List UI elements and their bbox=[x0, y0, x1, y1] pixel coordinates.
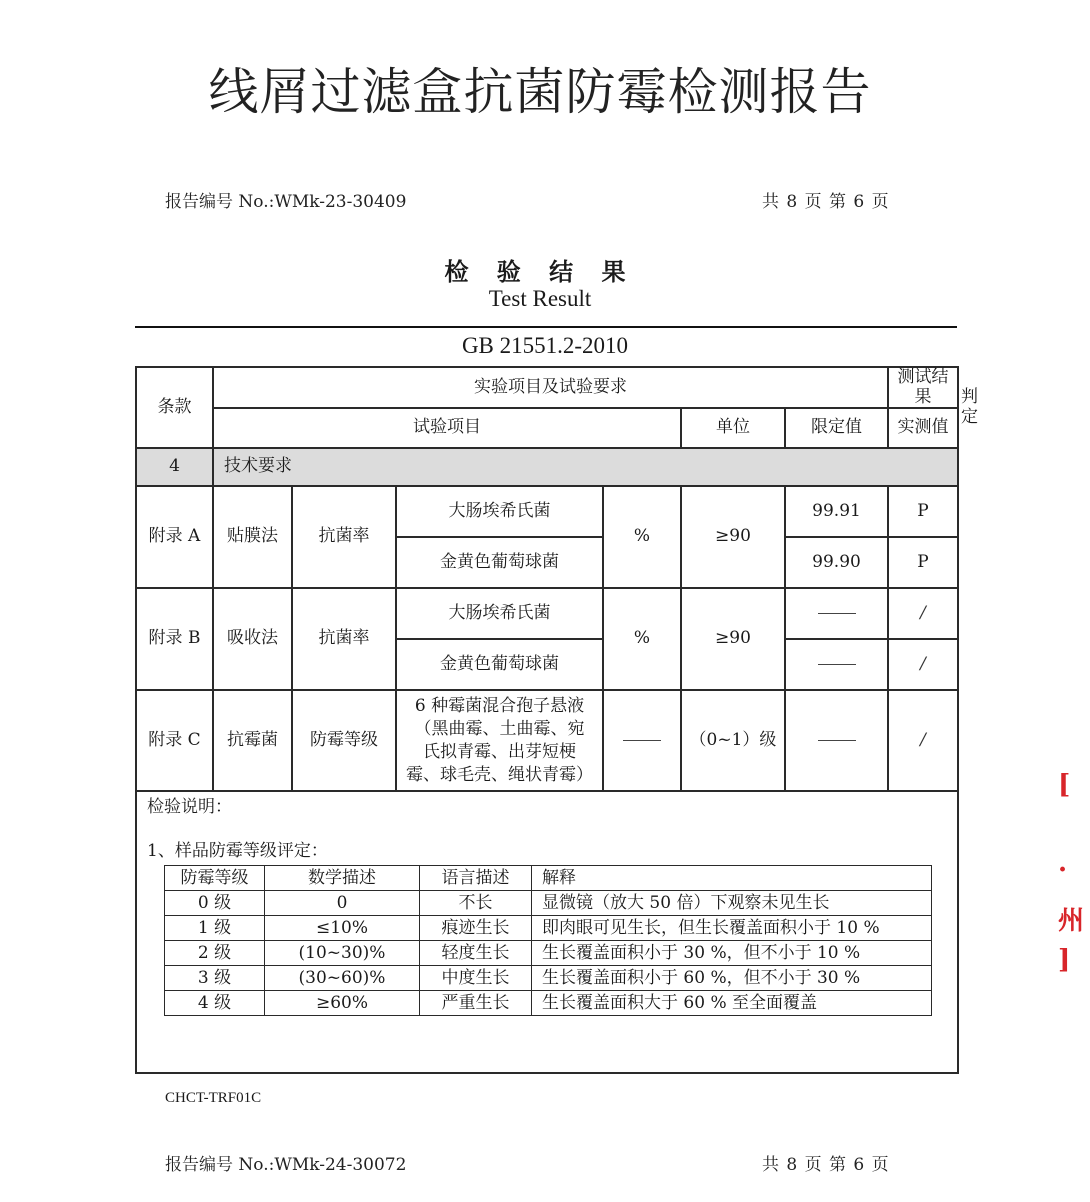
appendix-b-verdict: / bbox=[888, 588, 958, 639]
appendix-a-limit: ≥90 bbox=[681, 486, 785, 588]
grade-level: 0 级 bbox=[165, 891, 265, 916]
footer-report-number: 报告编号 No.:WMk-24-30072 bbox=[165, 1155, 407, 1175]
grade-row bbox=[165, 966, 932, 991]
section-title-en: Test Result bbox=[488, 286, 592, 311]
grade-explain: 生长覆盖面积小于 60 %，但不小于 30 % bbox=[532, 966, 932, 991]
grade-desc: 轻度生长 bbox=[420, 941, 532, 966]
grade-math: 0 bbox=[265, 891, 420, 916]
grade-row bbox=[165, 991, 932, 1016]
stamp-fragment: 州 bbox=[1058, 906, 1085, 936]
results-table: 条款 实验项目及试验要求 测试结果 判定 试验项目 单位 限定值 实测值 4 技术要求 附录 A 贴膜法 抗菌率 大肠埃希氏菌 % ≥90 99.91 P 金黄色葡萄球菌 99.90 P 附录 B 吸收法 抗菌率 大肠埃希氏菌 % ≥90 / 金黄色葡萄球菌 / 附录 C 抗霉菌 防霉等级 6 种霉菌混合孢子悬液 （黑曲霉、土曲霉、宛 氏拟青霉、出芽短梗 霉、球毛壳、绳状青霉） （0~1）级 / 检验说明： 1、样品防霉等级评定： 防霉等级 数学描述 语言描述 解释 0 级 0 不长 显微镜（放大 50 倍）下观察未见生长 1 级 ≤10% 痕迹生长 即肉眼可见生长，但生长覆盖面积小于 10 % 2 级 (10~30)% 轻度生长 生长覆盖面积小于 30 %，但不小于 10 % 3 级 (30~60)% 中度生长 生长覆盖面积小于 60 %，但不小于 30 % 4 级 ≥60% 严重生长 生长覆盖面积大于 60 % 至全面覆盖 bbox=[135, 366, 959, 1074]
appendix-b-clause: 附录 B bbox=[136, 588, 213, 690]
stamp-fragment: ] bbox=[1058, 945, 1071, 975]
appendix-a-organism: 大肠埃希氏菌 bbox=[396, 486, 603, 537]
header-clause: 条款 bbox=[136, 367, 213, 448]
appendix-a-clause: 附录 A bbox=[136, 486, 213, 588]
appendix-a-verdict: P bbox=[888, 537, 958, 588]
appendix-b-organism: 金黄色葡萄球菌 bbox=[396, 639, 603, 690]
appendix-c-item: 防霉等级 bbox=[292, 690, 396, 791]
header-unit: 单位 bbox=[681, 408, 785, 448]
grade-desc: 痕迹生长 bbox=[420, 916, 532, 941]
grade-explain: 生长覆盖面积小于 30 %，但不小于 10 % bbox=[532, 941, 932, 966]
appendix-a-verdict: P bbox=[888, 486, 958, 537]
appendix-a-item: 抗菌率 bbox=[292, 486, 396, 588]
appendix-c-value bbox=[785, 690, 888, 791]
header-test-result: 测试结果 bbox=[888, 367, 958, 408]
grade-header: 防霉等级 bbox=[165, 866, 265, 891]
section-title-cn: 检 验 结 果 bbox=[444, 257, 636, 286]
section-label: 技术要求 bbox=[213, 448, 958, 486]
grade-math: ≥60% bbox=[265, 991, 420, 1016]
header-measured: 实测值 bbox=[888, 408, 958, 448]
appendix-c-limit: （0~1）级 bbox=[681, 690, 785, 791]
organism-line: 氏拟青霉、出芽短梗 bbox=[423, 741, 576, 762]
appendix-c-organisms bbox=[396, 690, 603, 791]
grade-math: (30~60)% bbox=[265, 966, 420, 991]
grade-row bbox=[165, 916, 932, 941]
appendix-a-value: 99.91 bbox=[785, 486, 888, 537]
standard-code: GB 21551.2-2010 bbox=[461, 333, 629, 358]
dash-mark bbox=[818, 740, 856, 741]
appendix-c-method: 抗霉菌 bbox=[213, 690, 292, 791]
grade-math: (10~30)% bbox=[265, 941, 420, 966]
grade-row bbox=[165, 941, 932, 966]
appendix-a-unit: % bbox=[603, 486, 681, 588]
header-test-item: 试验项目 bbox=[213, 408, 681, 448]
stamp-fragment: · bbox=[1058, 855, 1068, 885]
grade-explain: 生长覆盖面积大于 60 % 至全面覆盖 bbox=[532, 991, 932, 1016]
stamp-fragment: [ bbox=[1058, 770, 1071, 800]
header-limit: 限定值 bbox=[785, 408, 888, 448]
appendix-b-verdict: / bbox=[888, 639, 958, 690]
dash-mark bbox=[623, 740, 661, 741]
grade-explain: 即肉眼可见生长，但生长覆盖面积小于 10 % bbox=[532, 916, 932, 941]
appendix-b-method: 吸收法 bbox=[213, 588, 292, 690]
appendix-c-unit bbox=[603, 690, 681, 791]
appendix-b-value bbox=[785, 639, 888, 690]
grade-level: 4 级 bbox=[165, 991, 265, 1016]
report-number: 报告编号 No.:WMk-23-30409 bbox=[165, 192, 407, 212]
grade-table bbox=[164, 865, 932, 1016]
appendix-a-value: 99.90 bbox=[785, 537, 888, 588]
grade-math: ≤10% bbox=[265, 916, 420, 941]
grade-level: 3 级 bbox=[165, 966, 265, 991]
dash-mark bbox=[818, 664, 856, 665]
grade-explain: 显微镜（放大 50 倍）下观察未见生长 bbox=[532, 891, 932, 916]
grade-header: 数学描述 bbox=[265, 866, 420, 891]
grade-desc: 不长 bbox=[420, 891, 532, 916]
appendix-a-method: 贴膜法 bbox=[213, 486, 292, 588]
notes-subtitle: 1、样品防霉等级评定： bbox=[147, 841, 328, 862]
appendix-b-unit: % bbox=[603, 588, 681, 690]
grade-desc: 中度生长 bbox=[420, 966, 532, 991]
grade-level: 1 级 bbox=[165, 916, 265, 941]
appendix-c-verdict: / bbox=[888, 690, 958, 791]
page-title: 线屑过滤盒抗菌防霉检测报告 bbox=[208, 63, 872, 121]
appendix-a-organism: 金黄色葡萄球菌 bbox=[396, 537, 603, 588]
section-clause: 4 bbox=[136, 448, 213, 486]
appendix-b-item: 抗菌率 bbox=[292, 588, 396, 690]
grade-desc: 严重生长 bbox=[420, 991, 532, 1016]
notes-section bbox=[136, 791, 958, 1073]
page-indicator: 共 8 页 第 6 页 bbox=[762, 192, 890, 212]
appendix-b-limit: ≥90 bbox=[681, 588, 785, 690]
grade-header: 解释 bbox=[532, 866, 932, 891]
grade-row bbox=[165, 891, 932, 916]
form-code: CHCT-TRF01C bbox=[165, 1090, 262, 1106]
appendix-b-organism: 大肠埃希氏菌 bbox=[396, 588, 603, 639]
grade-level: 2 级 bbox=[165, 941, 265, 966]
notes-title: 检验说明： bbox=[147, 797, 232, 818]
header-items-requirements: 实验项目及试验要求 bbox=[213, 367, 888, 408]
footer-page-indicator: 共 8 页 第 6 页 bbox=[762, 1155, 890, 1175]
organism-line: 6 种霉菌混合孢子悬液 bbox=[414, 695, 585, 716]
appendix-b-value bbox=[785, 588, 888, 639]
appendix-c-clause: 附录 C bbox=[136, 690, 213, 791]
divider bbox=[135, 326, 957, 328]
grade-header: 语言描述 bbox=[420, 866, 532, 891]
dash-mark bbox=[818, 613, 856, 614]
organism-line: 霉、球毛壳、绳状青霉） bbox=[406, 764, 593, 785]
organism-line: （黑曲霉、土曲霉、宛 bbox=[414, 718, 585, 739]
